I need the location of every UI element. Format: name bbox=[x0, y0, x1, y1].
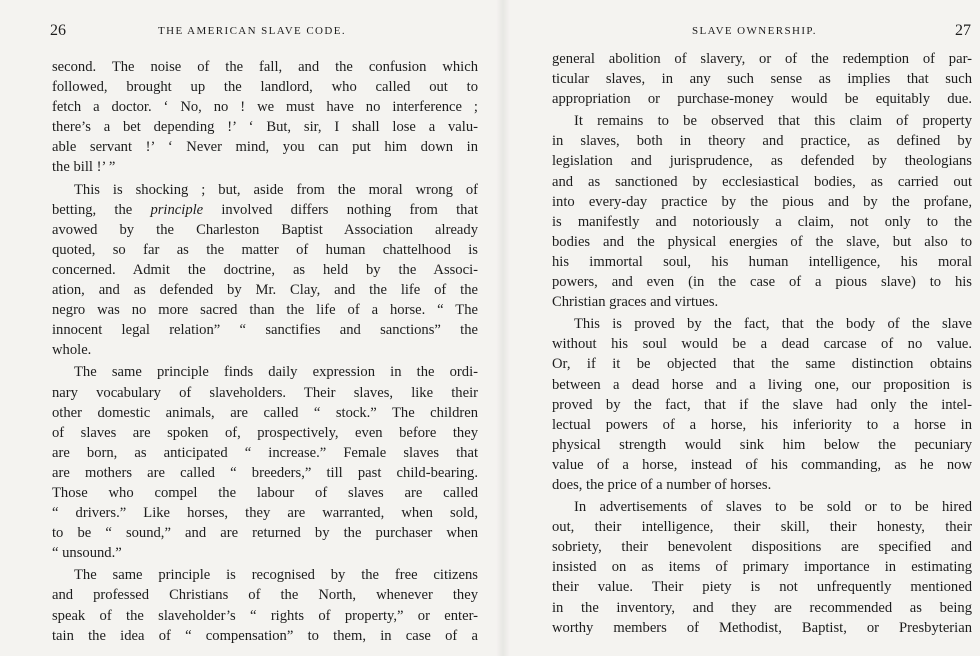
text-line: appropriation or purchase-money would be equitably due. bbox=[552, 91, 972, 108]
text-line: “ unsound.” bbox=[52, 545, 122, 562]
text-line: tain the idea of “ compensation” to them, in case of a bbox=[52, 627, 478, 644]
text-line: speak of the slaveholder’s “ rights of property,” or enter- bbox=[52, 607, 478, 624]
text-line: without his soul would be a dead carcase of no value. bbox=[552, 336, 972, 353]
text-line: physical strength would sink him below the pecuniary bbox=[552, 436, 972, 453]
text-line: ation, and as defended by Mr. Clay, and the life of the bbox=[52, 282, 478, 299]
text-line: quoted, so far as the matter of human chattelhood is bbox=[52, 241, 478, 258]
text-line: concerned. Admit the doctrine, as held by the Associ- bbox=[52, 261, 478, 278]
left-page-number: 26 bbox=[50, 22, 66, 39]
text-line: general abolition of slavery, or of the redemption of par- bbox=[552, 51, 972, 67]
text-line: legislation and jurisprudence, as defended by theologians bbox=[552, 153, 972, 170]
text-line: are mothers are called “ breeders,” till past child-bearing. bbox=[52, 464, 478, 481]
text-line: proved by the fact, that if the slave had only the intel- bbox=[552, 396, 972, 413]
text-line: into every-day practice by the pious and by the profane, bbox=[552, 193, 972, 210]
text-line: In advertisements of slaves to be sold or to be hired bbox=[574, 499, 972, 516]
text-line: sobriety, their benevolent dispositions are specified and bbox=[552, 539, 972, 556]
text-line: and professed Christians of the North, whenever they bbox=[52, 587, 478, 604]
text-line: Or, if it be objected that the same distinction obtains bbox=[552, 356, 972, 373]
paragraph bbox=[552, 111, 972, 312]
text-line: other domestic animals, are called “ stock.” The children bbox=[52, 404, 478, 421]
text-line: to be “ sound,” and are returned by the purchaser when bbox=[52, 525, 478, 542]
paragraph bbox=[552, 314, 972, 495]
text-line: second. The noise of the fall, and the confusion which bbox=[52, 59, 478, 75]
text-line: worthy members of Methodist, Baptist, or Presbyterian bbox=[552, 619, 972, 636]
paragraph bbox=[552, 49, 972, 109]
text-line: avowed by the Charleston Baptist Association already bbox=[52, 221, 478, 238]
text-line: lectual powers of a horse, his inferiority to a horse in bbox=[552, 416, 972, 433]
text-line: “ drivers.” Like horses, they are warranted, when sold, bbox=[52, 505, 478, 522]
text-line: of slaves are spoken of, prospectively, even before they bbox=[52, 424, 478, 441]
paragraph bbox=[52, 57, 478, 178]
paragraph bbox=[52, 362, 478, 563]
paragraph bbox=[52, 565, 478, 645]
text-line: able servant !’ ‘ Never mind, you can put him down in bbox=[52, 139, 478, 156]
left-running-header: THE AMERICAN SLAVE CODE. bbox=[158, 25, 347, 37]
text-line: out, their intelligence, their skill, their honesty, their bbox=[552, 519, 972, 536]
text-line: powers, and even (in the case of a pious slave) to his bbox=[552, 274, 972, 291]
text-line: are born, as anticipated “ increase.” Female slaves that bbox=[52, 444, 478, 461]
text-line: innocent legal relation” “ sanctifies and sanctions” the bbox=[52, 322, 478, 339]
text-line: value of a horse, instead of his commanding, as he now bbox=[552, 456, 972, 473]
text-line: It remains to be observed that this claim of property bbox=[574, 113, 972, 130]
text-line: Those who compel the labour of slaves are called bbox=[52, 484, 478, 501]
text-line: followed, brought up the landlord, who called out to bbox=[52, 79, 478, 96]
text-line: ticular slaves, in any such sense as implies that such bbox=[552, 71, 972, 88]
text-line: The same principle is recognised by the free citizens bbox=[74, 567, 478, 584]
text-line: fetch a doctor. ‘ No, no ! we must have no interference ; bbox=[52, 99, 478, 116]
text-line: bodies and the physical energies of the slave, but also to bbox=[552, 233, 972, 250]
text-line: whole. bbox=[52, 342, 92, 359]
text-line: nary vocabulary of slaveholders. Their slaves, like their bbox=[52, 384, 478, 401]
text-line: This is shocking ; but, aside from the moral wrong of bbox=[74, 181, 478, 198]
text-line: betting, the principle involved differs nothing from that bbox=[52, 201, 478, 218]
text-line: does, the price of a number of horses. bbox=[552, 476, 772, 493]
left-page-body bbox=[52, 57, 478, 646]
text-line: The same principle finds daily expression in the ordi- bbox=[74, 364, 478, 381]
paragraph bbox=[552, 497, 972, 638]
text-line: in the inventory, and they are recommended as being bbox=[552, 599, 972, 616]
text-line: between a dead horse and a living one, our proposition is bbox=[552, 376, 972, 393]
text-line: his immortal soul, his human intelligence, his moral bbox=[552, 253, 972, 270]
text-line: is manifestly and notoriously a claim, not only to the bbox=[552, 213, 972, 230]
text-line: and as sanctioned by ecclesiastical bodies, as carried out bbox=[552, 173, 972, 190]
paragraph bbox=[52, 180, 478, 361]
text-line: the bill !’ ” bbox=[52, 159, 116, 176]
right-page-number: 27 bbox=[955, 22, 971, 39]
text-line: their value. Their piety is not unfrequently mentioned bbox=[552, 579, 972, 596]
text-line: Christian graces and virtues. bbox=[552, 294, 719, 311]
right-page-body bbox=[552, 49, 972, 638]
text-line: insisted on as items of primary importance in estimating bbox=[552, 559, 972, 576]
right-running-header: SLAVE OWNERSHIP. bbox=[692, 25, 817, 37]
text-line: negro was no more sacred than the life of a horse. “ The bbox=[52, 302, 478, 319]
text-line: there’s a bet depending !’ ‘ But, sir, I shall lose a valu- bbox=[52, 119, 478, 136]
right-page bbox=[500, 0, 980, 656]
text-line: This is proved by the fact, that the body of the slave bbox=[574, 316, 972, 333]
text-line: in slaves, both in theory and practice, as defined by bbox=[552, 133, 972, 150]
